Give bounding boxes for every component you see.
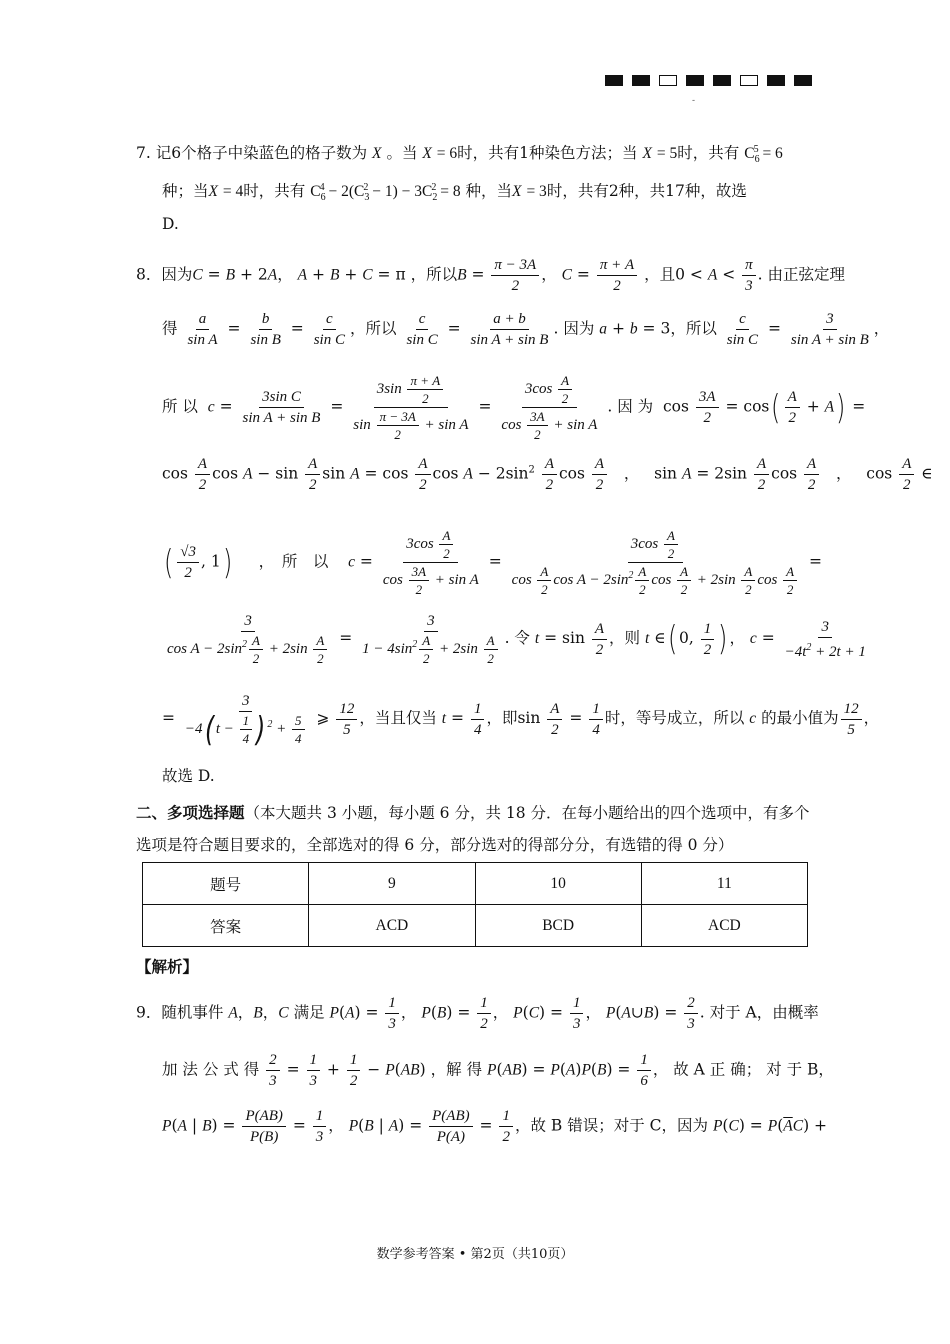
table-cell: 11 xyxy=(641,863,807,905)
header-dot: - xyxy=(692,96,696,106)
header-mark xyxy=(794,75,812,86)
section2-heading: 二、多项选择题（本大题共 3 小题，每小题 6 分，共 18 分．在每小题给出的四个选项中，有多个选项是符合题目要求的，全部选对的得 6 分，部分选对的得部分分，有选错的得 0 分） xyxy=(136,804,810,854)
table-cell: ACD xyxy=(641,905,807,947)
header-mark xyxy=(605,75,623,86)
q7-line-1: 7. 记6个格子中染蓝色的格子数为 X 。当 X = 6时，共有1种染色方法；当 X = 5时，共有 $C_6^5 = 6$ xyxy=(136,144,783,166)
q8-line-4: cos $\frac{A}{2}$ cos A − sin $\frac{A}{2}$ sin A = cos $\frac{A}{2}$ $\cos A - 2\sin^2$ $\frac{A}{2}$ cos $\frac{A}{2}$ ， sin A = 2sin $\frac{A}{2}$ cos $\frac{A}{2}$ ， cos $\frac{A}{2}$ ∈ xyxy=(162,456,933,493)
table-cell: 10 xyxy=(475,863,641,905)
q7-line-3: D. xyxy=(162,215,179,233)
q9-line-3: P(A | B) = $\frac{P(AB)}{P(B)}$ = $\frac{1}{3}$ ， P(B | A) = $\frac{P(AB)}{P(A)}$ = $\frac{1}{2}$ ，故 B 错误；对于 C，因为 $P(C) = P(\overline{A}C)$ + xyxy=(162,1108,828,1145)
table-cell: 答案 xyxy=(143,905,309,947)
table-cell: 题号 xyxy=(143,863,309,905)
page-footer: 数学参考答案 • 第2页（共10页） xyxy=(376,1247,574,1262)
header-mark xyxy=(713,75,731,86)
q8-line-3: 所 以 c = $\frac{\text{3sin C}}{\text{sin A + sin B}}$ = 3sin $\frac{\pi + A}{2}$ sin $\frac{\pi - 3A}{2}$ + sin A = 3cos $\frac{A}{2}$ cos $\frac{3A}{2}$ + sin A . 因 为 cos $\frac{3A}{2}$ = cos( $\frac{A}{2}$ + A) = xyxy=(162,373,866,442)
q8-line-2: 得 $\frac{a}{\text{sin A}}$ = $\frac{b}{\text{sin B}}$ = $\frac{c}{\text{sin C}}$ ，所以 $\frac{c}{\text{sin C}}$ = $\frac{a + b}{\text{sin A + sin B}}$ . 因为 a + b = 3，所以 $\frac{c}{\text{sin C}}$ = $\frac{3}{\text{sin A + sin B}}$ ， xyxy=(162,311,890,348)
q9-line-2: 加 法 公 式 得 $\frac{2}{3}$ = $\frac{1}{3}$ + $\frac{1}{2}$ − P(AB) ，解 得 P(AB) = P(A)P(B) = $\frac{1}{6}$ ， 故 A 正 确； 对 于 B， xyxy=(162,1052,834,1089)
table-row xyxy=(143,863,808,905)
answer-table xyxy=(142,862,808,947)
q8-line-7: = 3 −4( t − $\frac{1}{4}$ ) $^2$ + $\frac{5}{4}$ ⩾ $\frac{12}{5}$ ，当且仅当 t = $\frac{1}{4}$ ，即sin $\frac{A}{2}$ = $\frac{1}{4}$ 时，等号成立，所以 c 的最小值为 $\frac{12}{5}$ ， xyxy=(162,693,880,750)
header-mark xyxy=(686,75,704,86)
q8-line-1: 8．因为C = B + 2A， A + B + C = π ，所以B = $\frac{\pi - 3A}{2}$ ， C = $\frac{\pi + A}{2}$ ，且0 < A < $\frac{\pi}{3}$ . 由正弦定理 xyxy=(136,257,845,294)
table-cell: BCD xyxy=(475,905,641,947)
q8-line-5: ( $\frac{√3}{2}$ , 1) ， 所 以 c = 3cos $\frac{A}{2}$ cos $\frac{3A}{2}$ + sin A = 3cos $\frac{A}{2}$ cos $\frac{A}{2}$ $\cos A - 2\sin^2$ $\frac{A}{2}$ cos $\frac{A}{2}$ + 2sin $\frac{A}{2}$ cos $\frac{A}{2}$ = xyxy=(163,528,822,597)
table-row xyxy=(143,905,808,947)
header-mark xyxy=(767,75,785,86)
table-cell: 9 xyxy=(309,863,475,905)
header-marks xyxy=(605,75,812,86)
header-mark xyxy=(632,75,650,86)
table-cell: ACD xyxy=(309,905,475,947)
q8-line-8: 故选 D. xyxy=(162,767,215,785)
header-mark xyxy=(659,75,677,86)
q8-line-6: 3 $\cos A - 2\sin^2$ $\frac{A}{2}$ + 2sin $\frac{A}{2}$ = 3 $1 - 4\sin^2$ $\frac{A}{2}$ + 2sin $\frac{A}{2}$ . 令 t = sin $\frac{A}{2}$ ，则 t ∈( 0, $\frac{1}{2}$ ) ， c = $\frac{3}{-4t^2 + 2t + 1}$ xyxy=(167,613,866,666)
q7-line-2: 种；当X = 4时，共有 $C_6^4 - 2(C_3^2 - 1) - 3C_2^2 = 8$ 种，当X = 3时，共有2种，共17种，故选 xyxy=(162,182,747,204)
header-mark xyxy=(740,75,758,86)
analysis-heading: 【解析】 xyxy=(136,958,199,976)
q9-line-1: 9．随机事件 A，B，C 满足 P(A) = $\frac{1}{3}$ ， P(B) = $\frac{1}{2}$ ， P(C) = $\frac{1}{3}$ ， P(A∪B) = $\frac{2}{3}$ . 对于 A，由概率 xyxy=(136,995,819,1032)
